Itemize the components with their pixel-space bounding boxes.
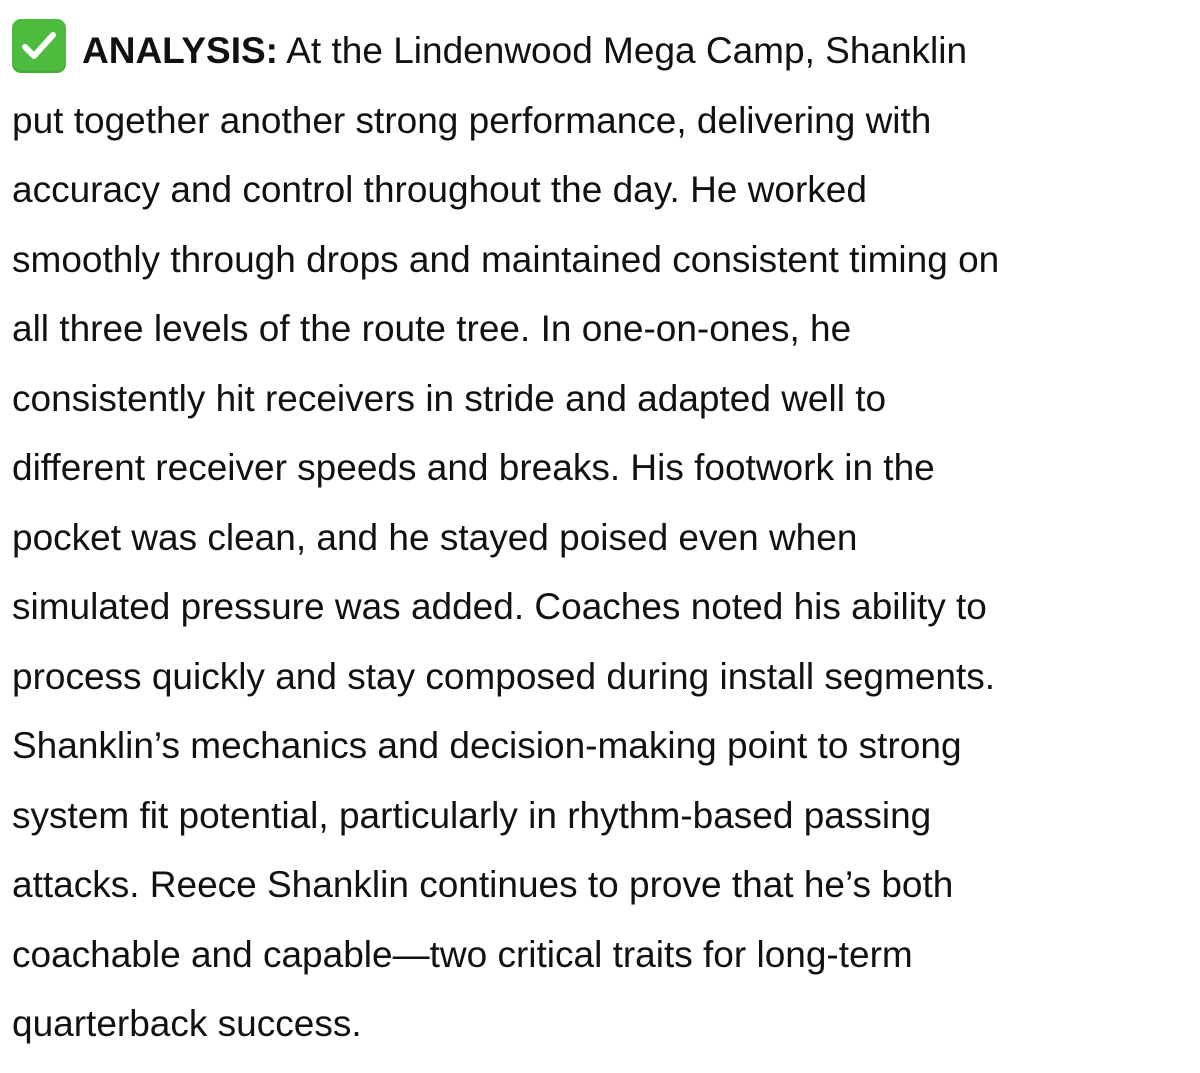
text-line: quarterback success. (12, 1003, 362, 1044)
analysis-label: ANALYSIS: (82, 30, 279, 71)
text-line: attacks. Reece Shanklin continues to prove that he’s both (12, 864, 954, 905)
text-line: consistently hit receivers in stride and adapted well to (12, 377, 887, 419)
text-line: coachable and capable—two critical traits for long-term (12, 933, 913, 975)
text-line: smoothly through drops and maintained consistent timing on (12, 238, 1000, 280)
text-line: pocket was clean, and he stayed poised even when (12, 516, 858, 558)
text-line: all three levels of the route tree. In one-on-ones, he (12, 308, 852, 349)
white-check-mark-icon (12, 19, 66, 73)
text-line: simulated pressure was added. Coaches noted his ability to (12, 586, 987, 627)
text-line (12, 16, 1192, 86)
text-line: system fit potential, particularly in rhythm-based passing (12, 794, 932, 836)
text-line: different receiver speeds and breaks. His footwork in the (12, 447, 935, 488)
text-line: Shanklin’s mechanics and decision-making point to strong (12, 725, 962, 766)
analysis-paragraph (12, 16, 1192, 1059)
text-line: put together another strong performance, delivering with (12, 99, 932, 141)
text-line: accuracy and control throughout the day. He worked (12, 169, 867, 210)
text-line-content: At the Lindenwood Mega Camp, Shanklin (278, 30, 968, 71)
text-line: process quickly and stay composed during install segments. (12, 655, 996, 697)
